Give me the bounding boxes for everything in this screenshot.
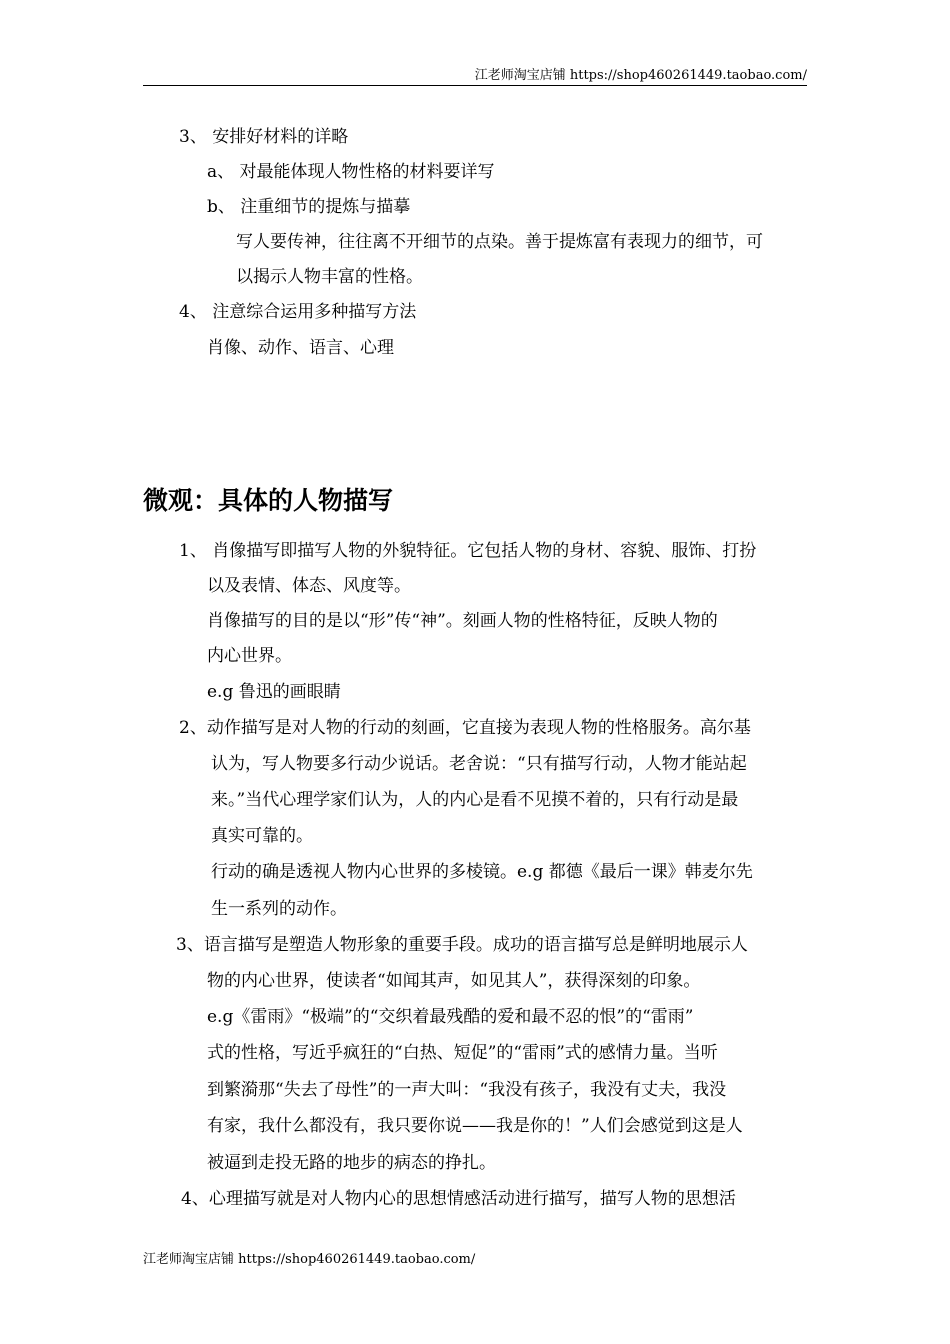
item-3b-text-line-2: 以揭示人物丰富的性格。	[236, 267, 423, 287]
p2-line-2: 认为，写人物要多行动少说话。老舍说：“只有描写行动，人物才能站起	[211, 754, 747, 774]
section-heading: 微观：具体的人物描写	[143, 486, 394, 515]
p3-line-1: 3、语言描写是塑造人物形象的重要手段。成功的语言描写总是鲜明地展示人	[176, 935, 748, 955]
p2-line-6: 生一系列的动作。	[211, 899, 347, 919]
p2-line-5: 行动的确是透视人物内心世界的多棱镜。e.g 都德《最后一课》韩麦尔先	[211, 862, 753, 882]
p3-line-2: 物的内心世界，使读者“如闻其声，如见其人”，获得深刻的印象。	[207, 971, 701, 991]
item-3a: a、 对最能体现人物性格的材料要详写	[207, 162, 495, 182]
p1-line-3: 肖像描写的目的是以“形”传“神”。刻画人物的性格特征，反映人物的	[207, 611, 718, 631]
item-4-title: 4、 注意综合运用多种描写方法	[179, 302, 417, 322]
p1-line-5: e.g 鲁迅的画眼睛	[207, 682, 341, 702]
p1-line-2: 以及表情、体态、风度等。	[207, 576, 411, 596]
p3-line-6: 有家，我什么都没有，我只要你说——我是你的！”人们会感觉到这是人	[207, 1116, 743, 1136]
item-3b: b、 注重细节的提炼与描摹	[207, 197, 411, 217]
p4-line-1: 4、心理描写就是对人物内心的思想情感活动进行描写，描写人物的思想活	[181, 1189, 736, 1209]
p3-line-3: e.g《雷雨》“极端”的“交织着最残酷的爱和最不忍的恨”的“雷雨”	[207, 1007, 694, 1027]
p2-line-4: 真实可靠的。	[211, 826, 313, 846]
page-footer: 江老师淘宝店铺 https://shop460261449.taobao.com/	[143, 1252, 476, 1267]
p3-line-7: 被逼到走投无路的地步的病态的挣扎。	[207, 1153, 496, 1173]
p1-line-1: 1、 肖像描写即描写人物的外貌特征。它包括人物的身材、容貌、服饰、打扮	[179, 541, 757, 561]
header-rule	[143, 85, 807, 86]
page-header: 江老师淘宝店铺 https://shop460261449.taobao.com/	[474, 68, 807, 83]
item-3-title: 3、 安排好材料的详略	[179, 127, 349, 147]
p3-line-4: 式的性格，写近乎疯狂的“白热、短促”的“雷雨”式的感情力量。当听	[207, 1043, 718, 1063]
item-4-text: 肖像、动作、语言、心理	[207, 338, 394, 358]
p2-line-1: 2、动作描写是对人物的行动的刻画，它直接为表现人物的性格服务。高尔基	[179, 718, 751, 738]
item-3b-text-line-1: 写人要传神，往往离不开细节的点染。善于提炼富有表现力的细节，可	[236, 232, 763, 252]
p2-line-3: 来。”当代心理学家们认为，人的内心是看不见摸不着的，只有行动是最	[211, 790, 739, 810]
p3-line-5: 到繁漪那“失去了母性”的一声大叫：“我没有孩子，我没有丈夫，我没	[207, 1080, 727, 1100]
p1-line-4: 内心世界。	[207, 646, 292, 666]
